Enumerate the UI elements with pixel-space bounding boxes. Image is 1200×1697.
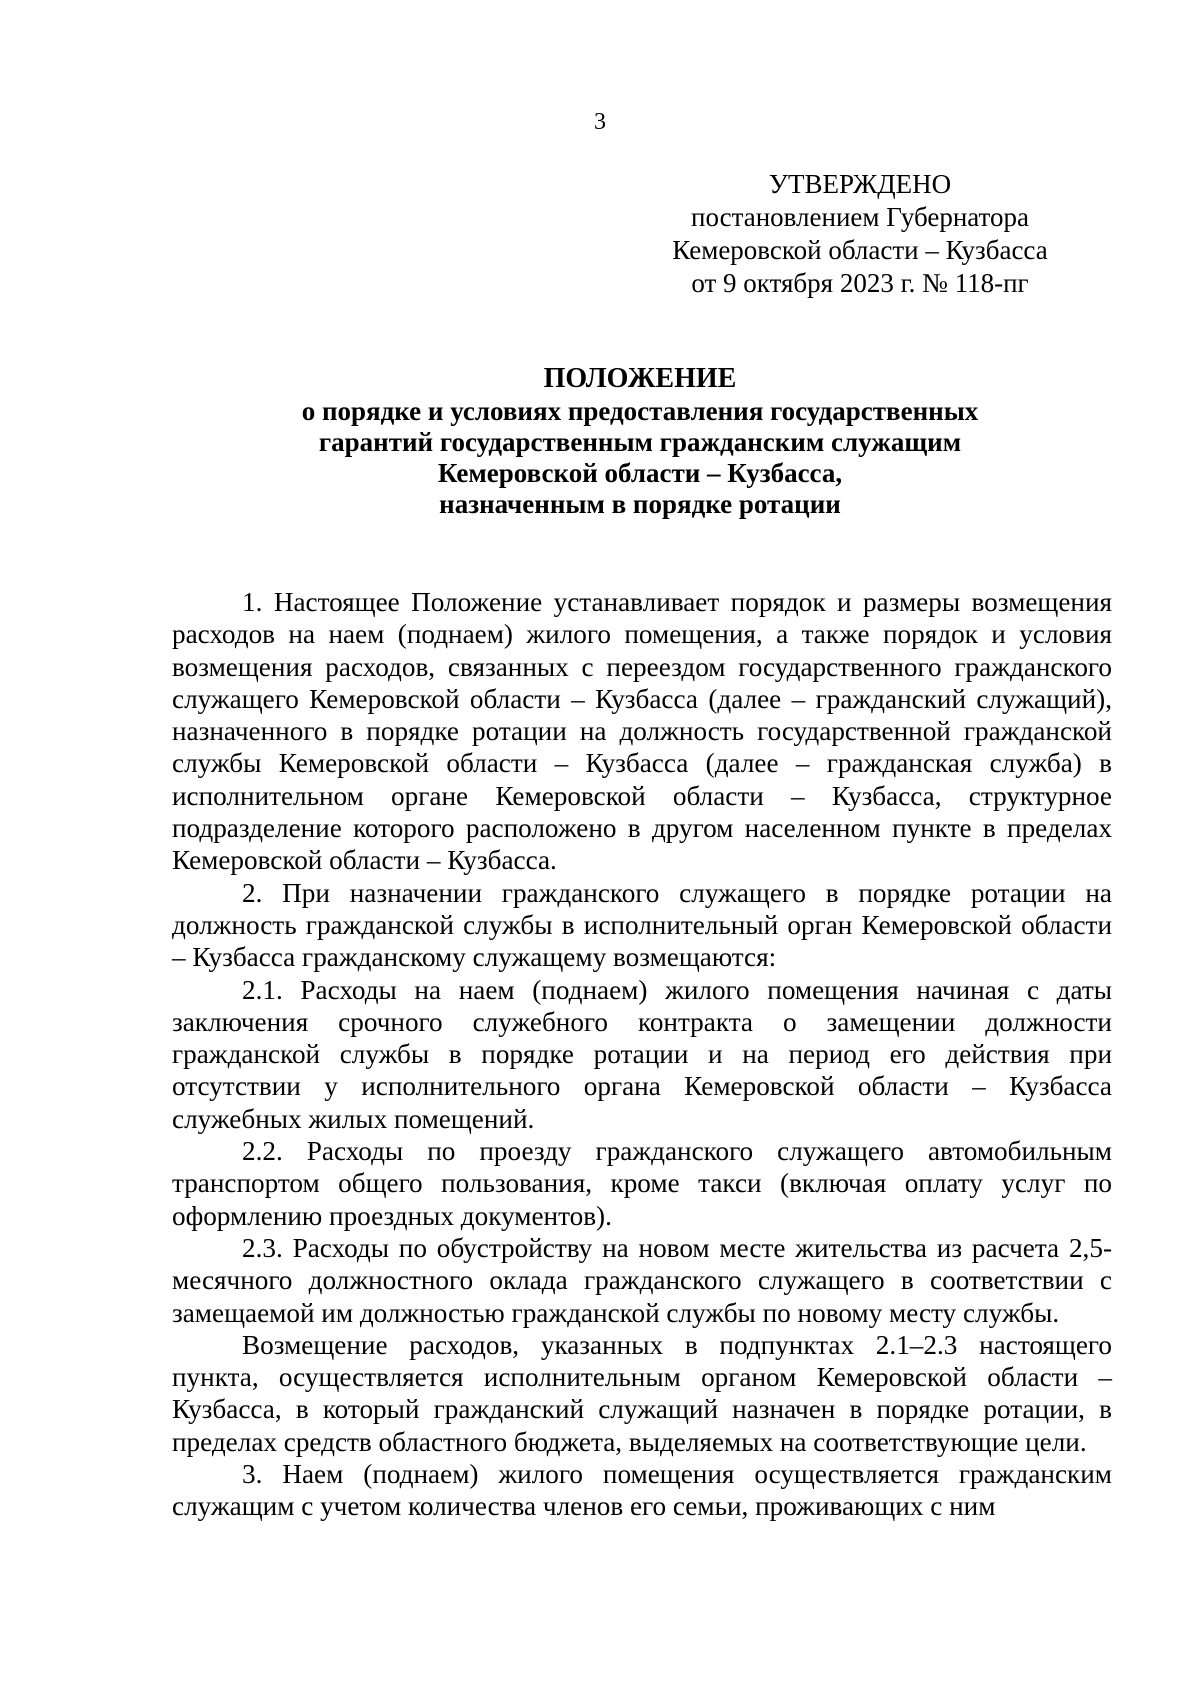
document-subtitle-line: гарантий государственным гражданским служащим [318,427,962,457]
page-number: 3 [594,109,606,135]
approval-stamp-block [620,168,1100,300]
approval-line: постановлением Губернатора [691,202,1029,232]
document-body [172,586,1112,1523]
paragraph: 2. При назначении гражданского служащего в порядке ротации на должность гражданской службы в исполнительный орган Кемеровской области – Кузбасса гражданскому служащему возмещаются: [172,877,1112,973]
document-subtitle-line: о порядке и условиях предоставления государственных [301,396,979,426]
document-subtitle-line: назначенным в порядке ротации [439,489,841,519]
paragraph: 2.3. Расходы по обустройству на новом месте жительства из расчета 2,5-месячного должностного оклада гражданского служащего в соответствии с замещаемой им должностью гражданской службы по новому месту службы. [172,1232,1112,1328]
document-title-block [170,363,1110,520]
document-subtitle-line: Кемеровской области – Кузбасса, [437,458,843,488]
approval-heading: УТВЕРЖДЕНО [768,169,952,199]
paragraph: 2.2. Расходы по проезду гражданского служащего автомобильным транспортом общего пользования, кроме такси (включая оплату услуг по оформлению проездных документов). [172,1136,1112,1231]
approval-date-number: от 9 октября 2023 г. № 118-пг [691,268,1029,298]
paragraph: 3. Наем (поднаем) жилого помещения осуществляется гражданским служащим с учетом количества членов его семьи, проживающих с ним [172,1459,1112,1522]
approval-line: Кемеровской области – Кузбасса [672,235,1048,265]
paragraph: 1. Настоящее Положение устанавливает порядок и размеры возмещения расходов на наем (поднаем) жилого помещения, а также порядок и условия возмещения расходов, связанных с переездом государственного гражданского служащего Кемеровской области – Кузбасса (далее – гражданский служащий), назначенного в порядке ротации на должность государственной гражданской службы Кемеровской области – Кузбасса (далее – гражданская служба) в исполнительном органе Кемеровской области – Кузбасса, структурное подразделение которого расположено в другом населенном пункте в пределах Кемеровской области – Кузбасса. [172,587,1112,876]
paragraph: Возмещение расходов, указанных в подпунктах 2.1–2.3 настоящего пункта, осуществляется исполнительным органом Кемеровской области – Кузбасса, в который гражданский служащий назначен в порядке ротации, в пределах средств областного бюджета, выделяемых на соответствующие цели. [172,1329,1112,1457]
document-title: ПОЛОЖЕНИЕ [543,363,737,394]
paragraph: 2.1. Расходы на наем (поднаем) жилого помещения начиная с даты заключения срочного служебного контракта о замещении должности гражданской службы в порядке ротации и на период его действия при отсутствии у исполнительного органа Кемеровской области – Кузбасса служебных жилых помещений. [172,974,1112,1134]
